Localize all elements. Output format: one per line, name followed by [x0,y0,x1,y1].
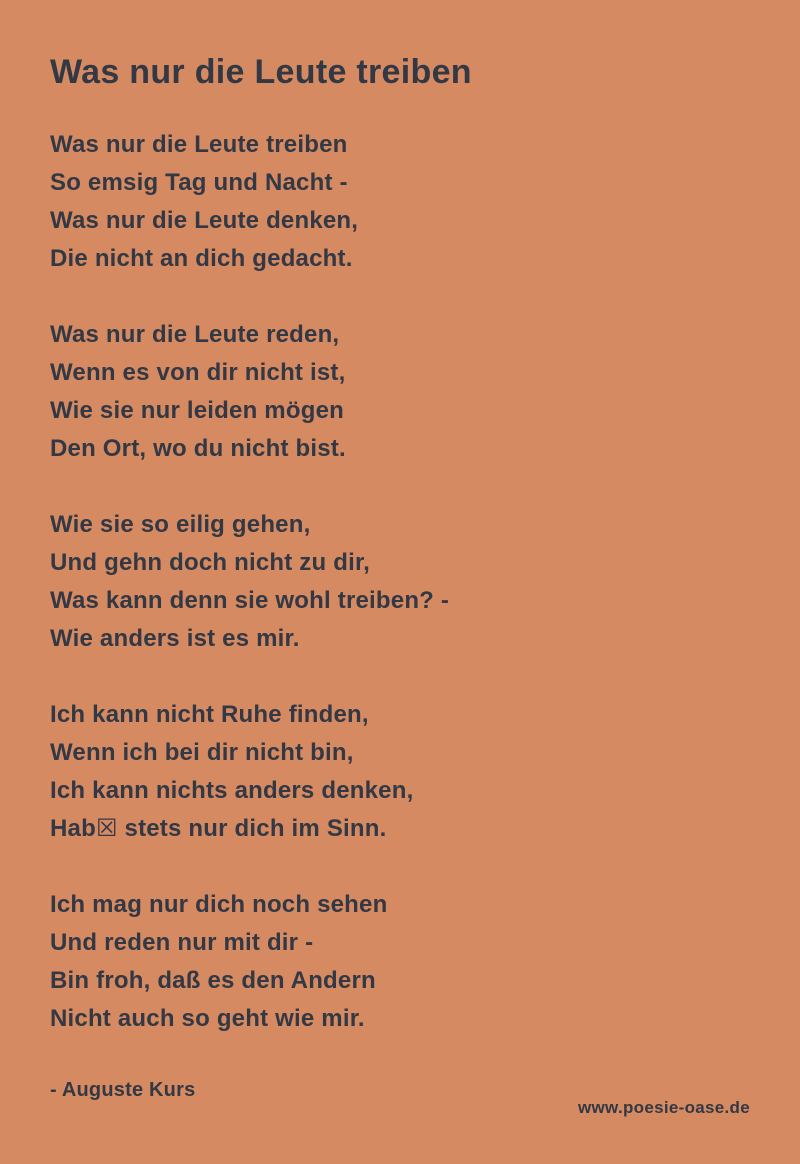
poem-line: Wie sie so eilig gehen, [50,511,311,538]
poem-line: Was nur die Leute denken, [50,207,359,234]
poem-line: Bin froh, daß es den Andern [50,967,376,994]
author-attribution: - Auguste Kurs [50,1079,196,1101]
poem-stanza-4 [50,696,750,848]
poem-line: Was nur die Leute treiben [50,131,348,158]
poem-line: Wie anders ist es mir. [50,625,300,652]
poem-line: Und reden nur mit dir - [50,929,314,956]
poem-stanza-2 [50,316,750,468]
poem-line: Ich mag nur dich noch sehen [50,891,388,918]
poem-line: Was kann denn sie wohl treiben? - [50,587,450,614]
poem-line: Und gehn doch nicht zu dir, [50,549,371,576]
poem-line: Hab☒ stets nur dich im Sinn. [50,815,387,842]
poem-line: Wenn ich bei dir nicht bin, [50,739,354,766]
poem-line: Den Ort, wo du nicht bist. [50,435,346,462]
page-title: Was nur die Leute treiben [50,53,472,91]
poem-line: Nicht auch so geht wie mir. [50,1005,365,1032]
poem-line: Die nicht an dich gedacht. [50,245,353,272]
poem-line: Was nur die Leute reden, [50,321,340,348]
poem-stanza-5 [50,886,750,1038]
poem-line: Wie sie nur leiden mögen [50,397,344,424]
poem-stanza-1 [50,126,750,278]
poem-line: So emsig Tag und Nacht - [50,169,348,196]
poem-stanza-3 [50,506,750,658]
poem-line: Ich kann nichts anders denken, [50,777,414,804]
website-url: www.poesie-oase.de [578,1098,750,1117]
poem-line: Ich kann nicht Ruhe finden, [50,701,369,728]
poem-line: Wenn es von dir nicht ist, [50,359,346,386]
